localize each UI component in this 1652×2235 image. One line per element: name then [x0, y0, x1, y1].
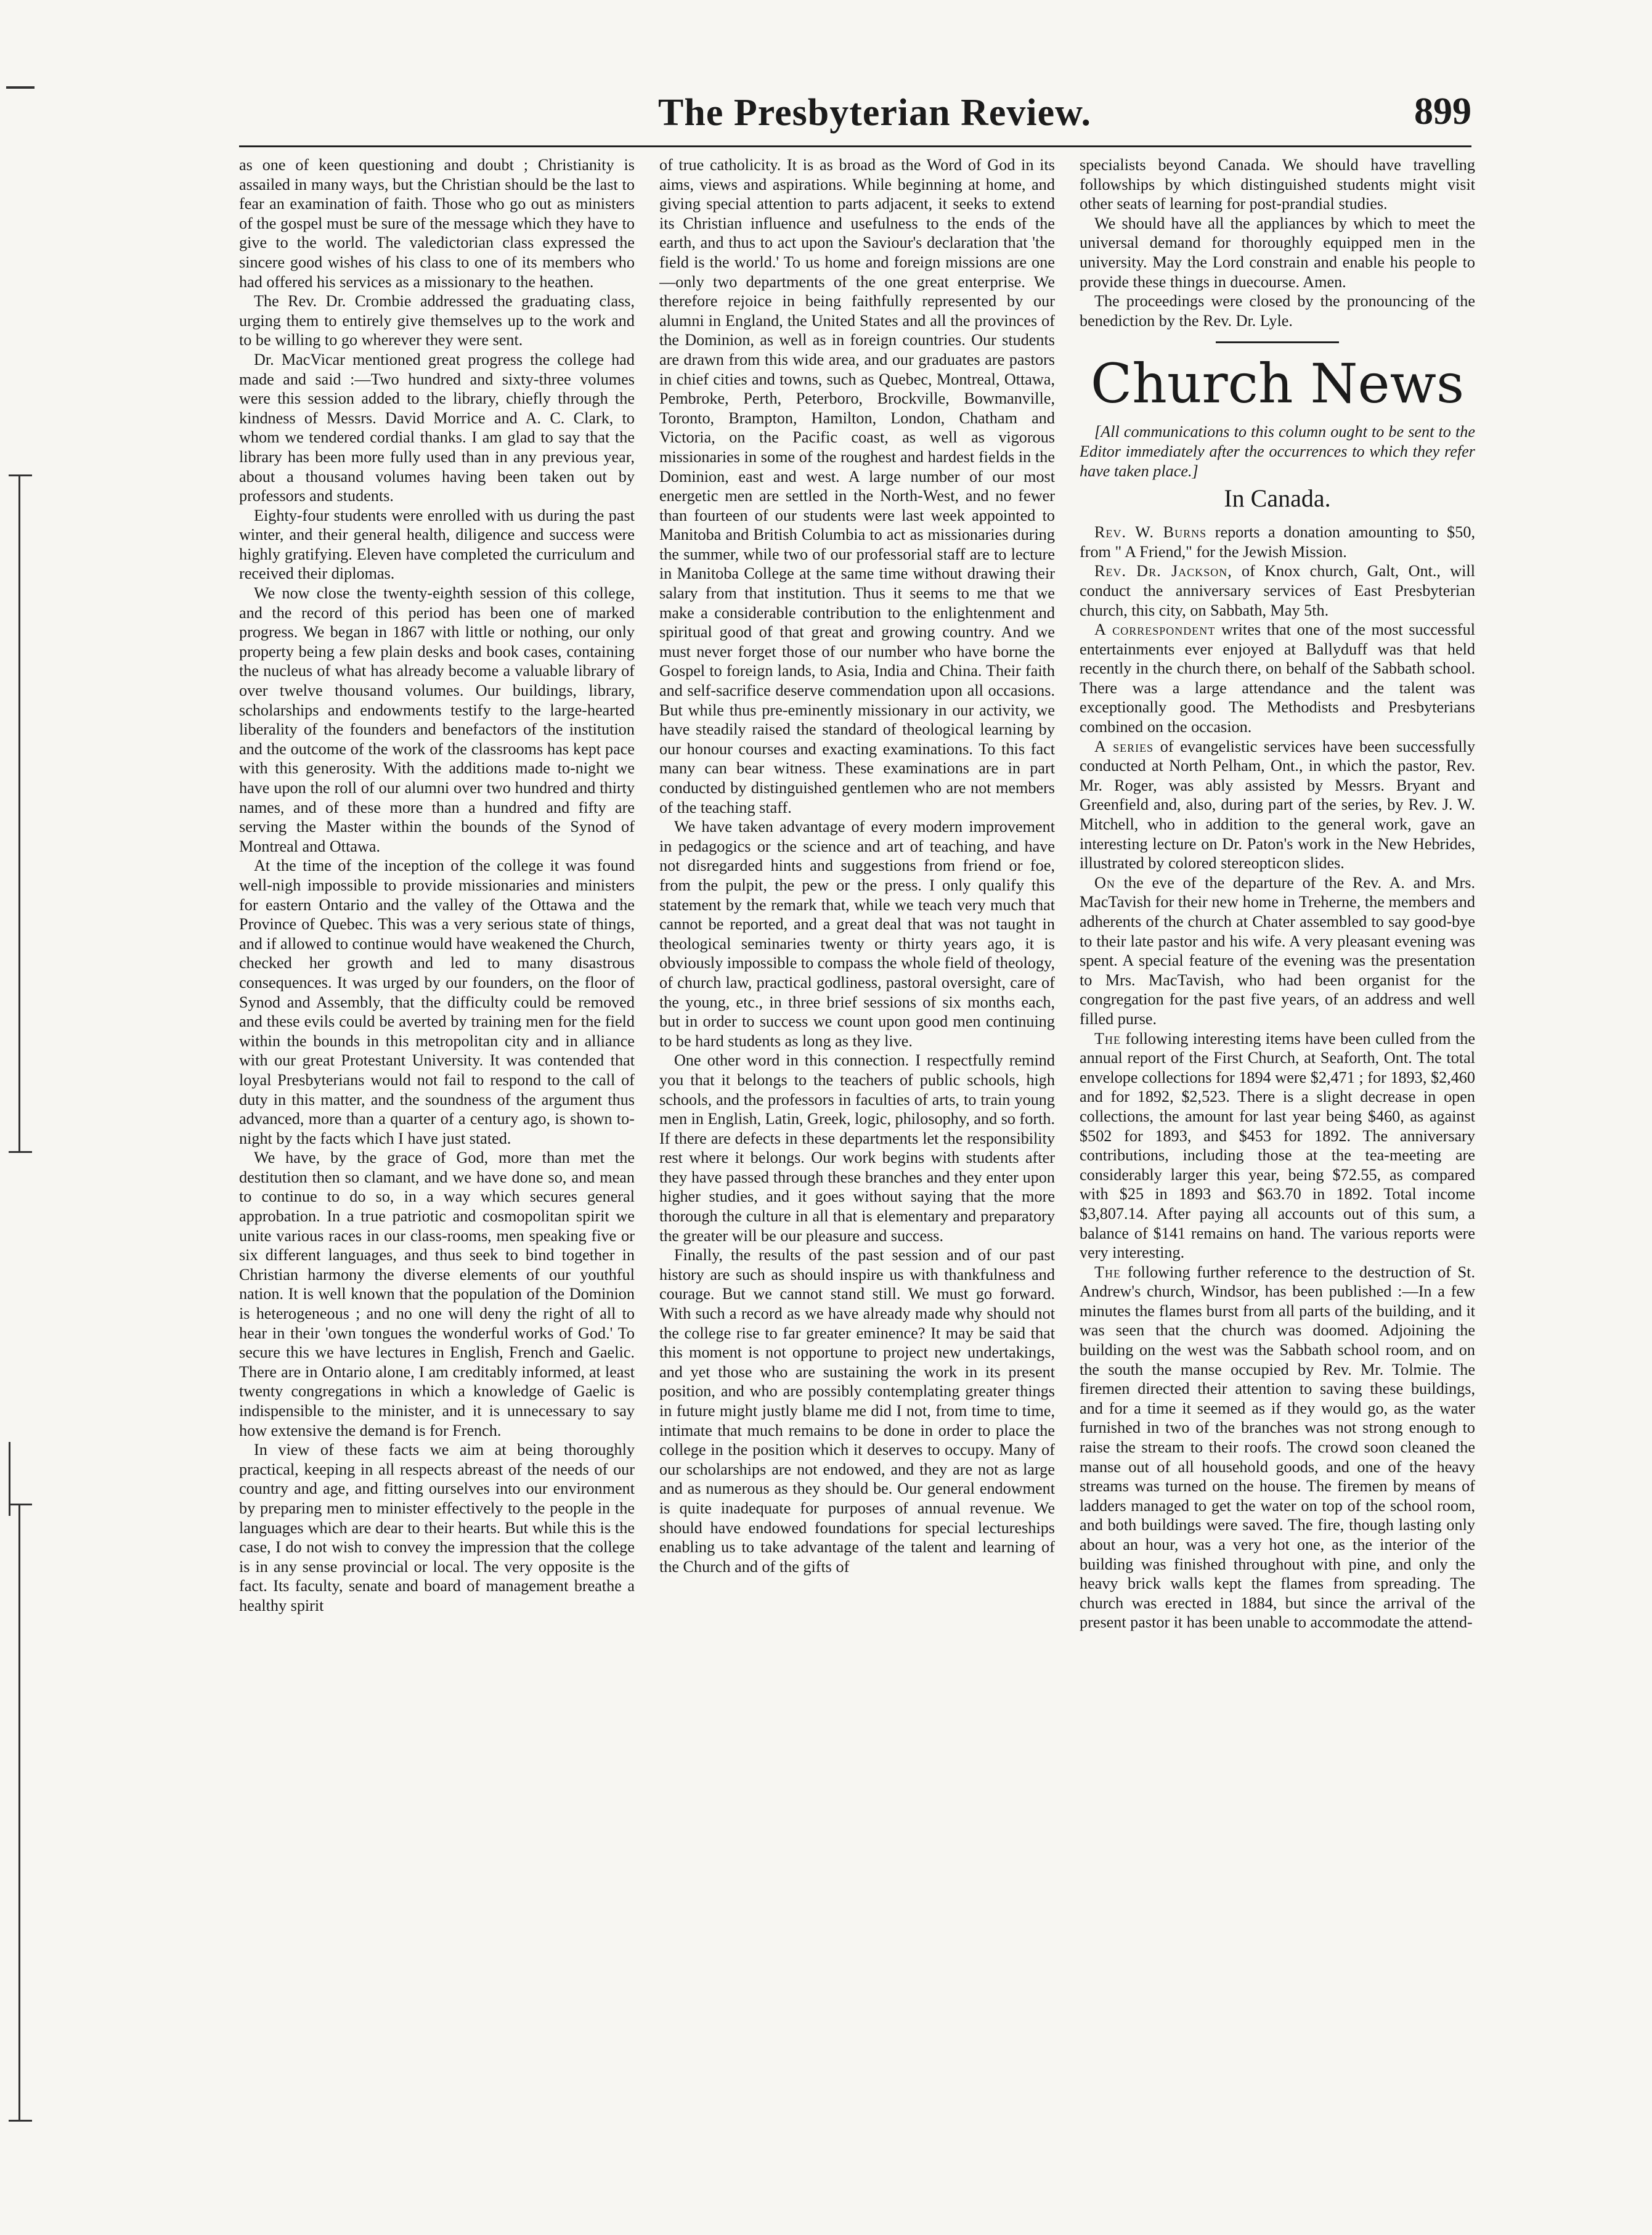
- column-3: [1080, 155, 1475, 2189]
- paragraph: The proceedings were closed by the pronouncing of the benediction by the Rev. Dr. Lyle.: [1080, 292, 1475, 330]
- section-rule: [1216, 341, 1339, 343]
- paragraph: Finally, the results of the past session and of our past history are such as should inspire us with thankfulness and courage. But we cannot stand still. We must go forward. With such a record as we have already made why should not the college rise to far greater eminence? It may be said that this moment is not opportune to project new undertakings, and yet those who are sustaining the work in its present position, and who are possibly contemplating greater things in future might justly blame me did I not, from time to time, intimate that much remains to be done in order to place the college in the position which it deserves to occupy. Many of our scholarships are not endowed, and they are not as large and as numerous as they should be. Our general endowment is quite inadequate for purposes of annual revenue. We should have endowed foundations for special lectureships enabling us to take advantage of the talent and learning of the Church and of the gifts of: [659, 1246, 1055, 1576]
- margin-mark: [18, 474, 20, 1152]
- news-item-text: of evangelistic services have been successfully conducted at North Pelham, Ont., in which the pastor, Rev. Mr. Roger, was ably assisted by Messrs. Bryant and Greenfield and, also, during part of the series, by Rev. J. W. Mitchell, who in addition to the general work, gave an interesting lecture on Dr. Paton's work in the New Hebrides, illustrated by colored stereopticon slides.: [1080, 737, 1475, 873]
- news-item-text: writes that one of the most successful entertainments ever enjoyed at Ballyduff was that held recently in the church there, on behalf of the Sabbath school. There was a large attendance and the talent was exceptionally good. The Methodists and Presbyterians combined on the occasion.: [1080, 621, 1475, 736]
- margin-mark: [9, 1151, 32, 1153]
- news-item-text: the eve of the departure of the Rev. A. and Mrs. MacTavish for their new home in Treherne, the members and adherents of the church at Chater assembled to say good-bye to their late pastor and his wife. A very pleasant evening was spent. A special feature of the evening was the presentation to Mrs. MacTavish, who had been organist for the congregation for the past five years, of an address and well filled purse.: [1080, 873, 1475, 1028]
- news-item-text: following further reference to the destruction of St. Andrew's church, Windsor, has been published :—In a few minutes the flames burst from all parts of the building, and it was seen that the church was doomed. Adjoining the building on the west was the Sabbath school room, and on the south the manse occupied by Rev. Mr. Tolmie. The firemen directed their attention to saving these buildings, and for a time it seemed as if they would go, as the water furnished in two of the branches was not strong enough to raise the stream to their roofs. The crowd soon cleaned the manse out of all household goods, and one of the heavy streams was turned on the house. The firemen by means of ladders managed to get the water on top of the school room, and both buildings were saved. The fire, though lasting only about an hour, was a very hot one, as the interior of the building was finished throughout with pine, and only the heavy brick walls kept the flames from spreading. The church was erected in 1884, but since the arrival of the present pastor it has been unable to accommodate the attend-: [1080, 1263, 1475, 1632]
- paragraph: We now close the twenty-eighth session of this college, and the record of this period has been one of marked progress. We began in 1867 with little or nothing, our only property being a few plain desks and book cases, containing the nucleus of what has already become a valuable library of over twelve thousand volumes. Our buildings, library, scholarships and endowments testify to the large-hearted liberality of the founders and benefactors of the institution and the outcome of the work of the classrooms has kept pace with this generosity. With the additions made to-night we have upon the roll of our alumni over two hundred and thirty names, and of these more than a hundred and fifty are serving the Master within the bounds of the Synod of Montreal and Ottawa.: [239, 584, 635, 855]
- paragraph: One other word in this connection. I respectfully remind you that it belongs to the teachers of public schools, high schools, and the professors in faculties of arts, to train young men in English, Latin, Greek, logic, philosophy, and so forth. If there are defects in these departments let the responsibility rest where it belongs. Our work begins with students after they have passed through these branches and they enter upon higher studies, and it goes without saying that the more thorough the culture in all that is elementary and preparatory the greater will be our pleasure and success.: [659, 1051, 1055, 1245]
- paragraph: as one of keen questioning and doubt ; Christianity is assailed in many ways, but the Christian should be the last to fear an examination of faith. Those who go out as ministers of the gospel must be sure of the message which they have to give to the world. The valedictorian class expressed the sincere good wishes of his class to one of its members who had offered his services as a missionary to the heathen.: [239, 156, 635, 291]
- news-item: [1080, 523, 1475, 561]
- paragraph: We should have all the appliances by which to meet the universal demand for thoroughly equipped men in the university. May the Lord constrain and enable his people to provide these things in duecourse. Amen.: [1080, 214, 1475, 291]
- margin-mark: [9, 1504, 32, 1505]
- paragraph: Eighty-four students were enrolled with us during the past winter, and their general health, diligence and success were highly gratifying. Eleven have completed the curriculum and received their diplomas.: [239, 506, 635, 583]
- paragraph: At the time of the inception of the college it was found well-nigh impossible to provide missionaries and ministers for eastern Ontario and the valley of the Ottawa and the Province of Quebec. This was a very serious state of things, and if allowed to continue would have weakened the Church, checked her growth and led to many disastrous consequences. It was urged by our founders, on the floor of Synod and Assembly, that the difficulty could be removed and these evils could be averted by training men for the field within the bounds in this metropolitan city and in alliance with our great Protestant University. It was contended that loyal Presbyterians would not fail to respond to the call of duty in this matter, and the soundness of the argument thus advanced, more than a quarter of a century ago, is shown to-night by the facts which I have just stated.: [239, 857, 635, 1147]
- news-item: [1080, 737, 1475, 873]
- column-2: [659, 155, 1055, 2189]
- column-1: [239, 155, 635, 2189]
- section-note: [All communications to this column ought to be sent to the Editor immediately after the occurrences to which they refer have taken place.]: [1080, 423, 1475, 480]
- news-item-lead: Rev. W. Burns: [1094, 523, 1207, 542]
- news-item-lead: The: [1094, 1263, 1121, 1281]
- news-item: [1080, 873, 1475, 1029]
- news-item-lead: On: [1094, 873, 1115, 892]
- page-header: [239, 79, 1471, 147]
- paragraph: of true catholicity. It is as broad as the Word of God in its aims, views and aspirations. While beginning at home, and giving special attention to parts adjacent, it seeks to extend its Christian influence and usefulness to the ends of the earth, and thus to act upon the Saviour's declaration that 'the field is the world.' To us home and foreign missions are one—only two departments of the one great enterprise. We therefore rejoice in being faithfully represented by our alumni in England, the United States and all the provinces of the Dominion, as well as in foreign countries. Our students are drawn from this wide area, and our graduates are pastors in chief cities and towns, such as Quebec, Montreal, Ottawa, Pembroke, Perth, Peterboro, Brockville, Bowmanville, Toronto, Brampton, Hamilton, London, Chatham and Victoria, on the Pacific coast, as well as vigorous missionaries in some of the roughest and hardest fields in the Dominion, east and west. A large number of our most energetic men are settled in the North-West, and no fewer than fourteen of our students were last week appointed to Manitoba and British Columbia to act as missionaries during the summer, while two of our professorial staff are to lecture in Manitoba College at the same time without drawing their salary from that institution. Thus it seems to me that we make a considerable contribution to the enlightenment and spiritual good of that great and growing country. And we must never forget those of our number who have borne the Gospel to foreign lands, to Asia, India and China. Their faith and self-sacrifice deserve commendation upon all occasions. But while thus pre-eminently missionary in our activity, we have steadily raised the standard of theological learning by our honour courses and exacting examinations. To this fact many can bear witness. These examinations are in part conducted by distinguished gentlemen who are not members of the teaching staff.: [659, 156, 1055, 816]
- news-item-text: of Knox church, Galt, Ont., will conduct the anniversary services of East Presbyterian church, this city, on Sabbath, May 5th.: [1080, 562, 1475, 619]
- margin-mark: [6, 86, 35, 89]
- news-item-lead: A correspondent: [1094, 621, 1216, 639]
- news-item-lead: Rev. Dr. Jackson,: [1094, 562, 1232, 580]
- section-title: Church News: [1090, 352, 1465, 416]
- news-item-lead: The: [1094, 1029, 1121, 1048]
- news-item: [1080, 1029, 1475, 1263]
- news-item: [1080, 620, 1475, 737]
- news-item: [1080, 1263, 1475, 1632]
- margin-mark: [18, 1504, 20, 2120]
- paragraph: We have, by the grace of God, more than met the destitution then so clamant, and we have done so, and mean to continue to do so, in a way which secures general approbation. In a true patriotic and cosmopolitan spirit we unite various races in our class-rooms, men speaking five or six different languages, and thus seek to bind together in Christian harmony the diverse elements of our youthful nation. It is well known that the population of the Dominion is heterogeneous ; and no one will deny the right of all to hear in their 'own tongues the wonderful works of God.' To secure this we have lectures in English, French and Gaelic. There are in Ontario alone, I am creditably informed, at least twenty congregations in which a knowledge of Gaelic is indispensible to the minister, and it is unnecessary to say how extensive the demand is for French.: [239, 1149, 635, 1439]
- header-rule: [239, 145, 1471, 147]
- margin-mark: [9, 474, 32, 476]
- news-item: [1080, 561, 1475, 620]
- page-number: 899: [1414, 91, 1471, 132]
- paragraph: The Rev. Dr. Crombie addressed the graduating class, urging them to entirely give themselves up to the work and to be willing to go wherever they were sent.: [239, 292, 635, 349]
- paragraph: We have taken advantage of every modern improvement in pedagogics or the science and art of teaching, and have not disregarded hints and suggestions from friend or foe, from the pulpit, the pew or the press. I only qualify this statement by the remark that, while we teach very much that cannot be reported, and a great deal that was not taught in theological seminaries twenty or thirty years ago, it is obviously impossible to compass the whole field of theology, of church law, practical godliness, pastoral oversight, care of the young, etc., in three brief sessions of six months each, but in order to success we count upon good men continuing to be hard students as long as they live.: [659, 818, 1055, 1050]
- margin-mark: [9, 2120, 32, 2122]
- paragraph: In view of these facts we aim at being thoroughly practical, keeping in all respects abreast of the needs of our country and age, and fitting ourselves into our environment by preparing men to minister effectively to the people in the languages which are dear to their hearts. But while this is the case, I do not wish to convey the impression that the college is in any sense provincial or local. The very opposite is the fact. Its faculty, senate and board of management breathe a healthy spirit: [239, 1441, 635, 1614]
- paragraph: specialists beyond Canada. We should have travelling followships by which distinguished students might visit other seats of learning for post-prandial studies.: [1080, 156, 1475, 213]
- subheading: In Canada.: [1224, 484, 1331, 513]
- news-item-text: following interesting items have been culled from the annual report of the First Church, at Seaforth, Ont. The total envelope collections for 1894 were $2,471 ; for 1893, $2,460 and for 1892, $2,523. There is a slight decrease in open collections, the amount for last year being $460, as against $502 for 1893, and $453 for 1892. The anniversary contributions, including those at the tea-meeting are considerably larger this year, being $72.55, as compared with $25 in 1893 and $63.70 in 1892. Total income $3,807.14. After paying all accounts out of this sum, a balance of $141 remains on hand. The various reports were very interesting.: [1080, 1029, 1475, 1262]
- paragraph: Dr. MacVicar mentioned great progress the college had made and said :—Two hundred and sixty-three volumes were this session added to the library, chiefly through the kindness of Messrs. David Morrice and A. C. Clark, to whom we tendered cordial thanks. I am glad to say that the library has been more fully used than in any previous year, about a thousand volumes having been taken out by professors and students.: [239, 350, 635, 505]
- masthead-title: The Presbyterian Review.: [658, 92, 1092, 134]
- news-item-text: reports a donation amounting to $50, from " A Friend," for the Jewish Mission.: [1080, 523, 1475, 561]
- news-item-lead: A series: [1094, 737, 1154, 755]
